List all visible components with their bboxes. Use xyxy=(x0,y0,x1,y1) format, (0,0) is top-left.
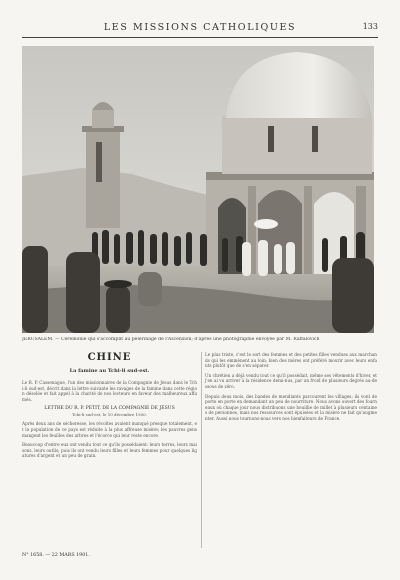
photograph-scene xyxy=(22,46,374,333)
page-number: 133 xyxy=(362,22,378,31)
header-rule xyxy=(22,37,378,38)
body-paragraph: Beaucoup d'entre eux ont vendu tout ce qu'ils possédaient: leurs terres, leurs maisons, leurs outils; puis ils ont vendu leurs filles et leurs femmes pour quelques ligatures d'argent et un peu de grain. xyxy=(22,442,197,459)
body-paragraph: Après deux ans de sécheresse, les récoltes avaient manqué presque totalement, et la population de ce pays est réduite à la plus affreuse misère; les pauvres gens mangent les feuilles des arbres et l'écorce qui leur reste encore. xyxy=(22,421,197,438)
body-paragraph: Le plus triste, c'est le sort des femmes et des petites filles vendues aux marchands qui les emmènent au loin; bien des mères ont préféré mourir avec leurs enfants plutôt que de s'en séparer. xyxy=(205,352,377,369)
letter-heading: LETTRE DU R. P. PETIT, DE LA COMPAGNIE DE JÉSUS xyxy=(44,406,175,412)
journal-title: LES MISSIONS CATHOLIQUES xyxy=(103,22,297,33)
left-column xyxy=(22,352,197,463)
article-subtitle: La famine au Tchi-li sud-est. xyxy=(69,368,150,374)
issue-footer: N° 1658. — 22 MARS 1901. xyxy=(22,553,90,558)
photo-caption: JÉRUSALEM. — Cérémonie qui s'accomplit au pèlerinage de l'Ascension; d'après une photographie envoyée par M. Raffalovich xyxy=(22,337,320,342)
column-divider xyxy=(201,352,202,548)
body-paragraph: Depuis deux mois, des bandes de mendiants parcourent les villages; ils vont de porte en porte en demandant un peu de nourriture. Nous avons ouvert des fourneaux où chaque jour nous distribuons une bouillie de millet à plusieurs centaines de personnes, mais nos ressources sont épuisées et la misère ne fait qu'augmenter. Aussi nous tournons-nous vers nos bienfaiteurs de France. xyxy=(205,393,377,421)
page-header xyxy=(22,22,378,36)
section-title: CHINE xyxy=(87,352,132,363)
body-paragraph: Un chrétien a déjà vendu tout ce qu'il possédait, même ses vêtements d'hiver, et j'en ai vu arriver à la résidence demi-nus, par un froid de plusieurs degrés au-dessous de zéro. xyxy=(205,372,377,389)
photograph xyxy=(22,46,374,333)
right-column xyxy=(205,352,377,426)
letter-date: Tchi-li sud-est, le 10 décembre 1900. xyxy=(72,412,147,418)
intro-paragraph: Le R. P. Cassenague, l'un des missionnaires de la Compagnie de Jésus dans le Tchi-li sud-est, décrit dans la lettre suivante les ravages de la famine dans cette région désolée et fait appel à la charité de nos lecteurs en faveur des malheureux affamés. xyxy=(22,380,197,402)
